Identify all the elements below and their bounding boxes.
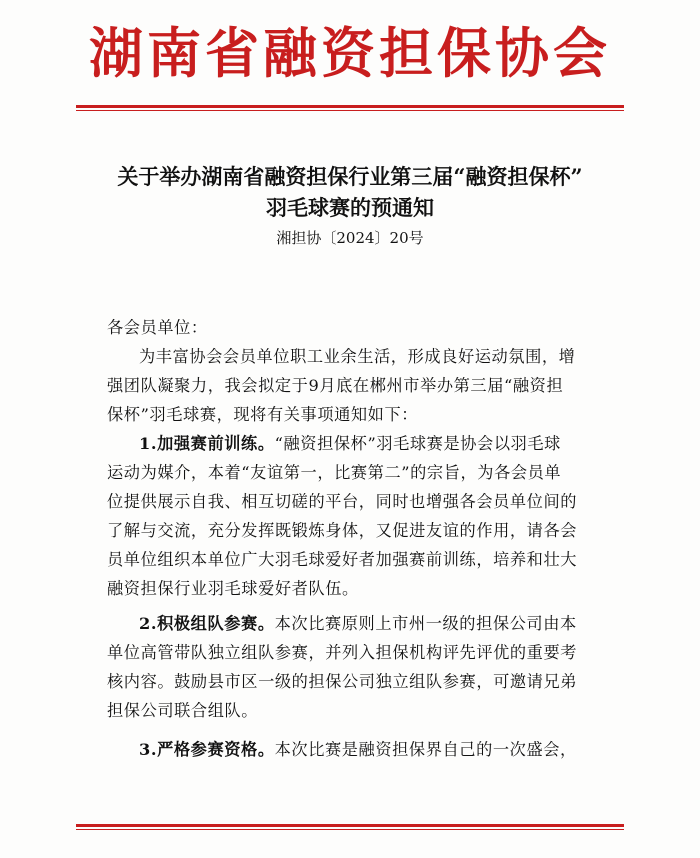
footer-divider-thin xyxy=(76,829,624,830)
item-1-heading: 1.加强赛前训练。 xyxy=(139,434,275,453)
item-1-line: 运动为媒介，本着“友谊第一，比赛第二”的宗旨，为各会员单 xyxy=(107,463,562,482)
header-divider-thick xyxy=(76,105,624,108)
item-1-line: 了解与交流，充分发挥既锻炼身体，又促进友谊的作用，请各会 xyxy=(107,521,578,540)
header-divider xyxy=(76,105,624,113)
item-1-text: “融资担保杯”羽毛球赛是协会以羽毛球 xyxy=(274,434,561,453)
document-title-line-2: 羽毛球赛的预通知 xyxy=(266,195,434,220)
item-2-line: 担保公司联合组队。 xyxy=(107,701,259,720)
document-number: 湘担协〔2024〕20号 xyxy=(276,229,424,247)
footer-divider xyxy=(76,824,624,832)
item-2-line: 核内容。鼓励县市区一级的担保公司独立组队参赛，可邀请兄弟 xyxy=(107,672,578,691)
document-body xyxy=(107,313,607,764)
item-3-text: 本次比赛是融资担保界自己的一次盛会， xyxy=(274,740,577,759)
item-1-line: 员单位组织本单位广大羽毛球爱好者加强赛前训练，培养和壮大 xyxy=(107,550,578,569)
item-1-line: 位提供展示自我、相互切磋的平台，同时也增强各会员单位间的 xyxy=(107,492,578,511)
intro-line: 保杯”羽毛球赛，现将有关事项通知如下： xyxy=(107,405,419,424)
item-2-line: 单位高管带队独立组队参赛，并列入担保机构评先评优的重要考 xyxy=(107,643,578,662)
letterhead-org-name: 湖南省融资担保协会 xyxy=(89,21,611,85)
item-1-first-line xyxy=(107,429,607,458)
item-2-heading: 2.积极组队参赛。 xyxy=(139,614,275,633)
item-3-first-line xyxy=(107,735,607,764)
document-title-line-1: 关于举办湖南省融资担保行业第三届“融资担保杯” xyxy=(117,164,583,189)
intro-line: 强团队凝聚力，我会拟定于9月底在郴州市举办第三届“融资担 xyxy=(107,376,564,395)
salutation: 各会员单位： xyxy=(107,318,208,337)
header-divider-thin xyxy=(76,110,624,111)
item-2-text: 本次比赛原则上市州一级的担保公司由本 xyxy=(274,614,577,633)
item-1-line: 融资担保行业羽毛球爱好者队伍。 xyxy=(107,579,359,598)
item-2-first-line xyxy=(107,609,607,638)
item-3-heading: 3.严格参赛资格。 xyxy=(139,740,275,759)
intro-line: 为丰富协会会员单位职工业余生活，形成良好运动氛围，增 xyxy=(139,347,576,366)
footer-divider-thick xyxy=(76,824,624,827)
